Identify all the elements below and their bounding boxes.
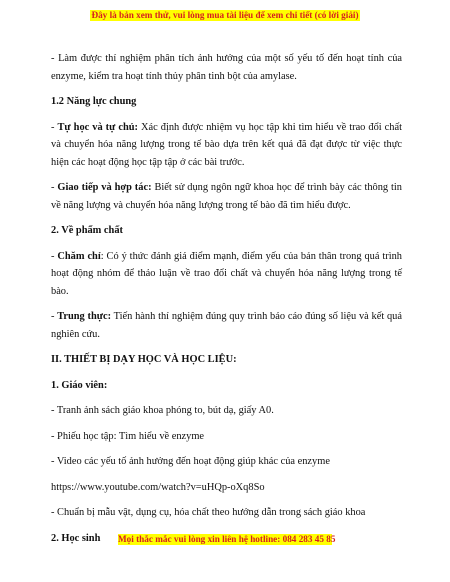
section-heading-equipment: II. THIẾT BỊ DẠY HỌC VÀ HỌC LIỆU:	[51, 354, 237, 365]
competence-item-self-study	[51, 119, 402, 172]
video-link[interactable]: https://www.youtube.com/watch?v=uHQp-oXq8So	[51, 481, 265, 493]
teacher-item-worksheet: - Phiếu học tập: Tìm hiểu về enzyme	[51, 430, 205, 442]
subsection-heading-teacher: 1. Giáo viên:	[51, 379, 108, 391]
item-text: : Có ý thức đánh giá điểm mạnh, điểm yếu của bản thân trong quá trình hoạt động nhóm để thảo luận về trao đổi chất và chuyển hóa năng lượng trong tế bào.	[51, 250, 403, 297]
item-label: Trung thực:	[57, 311, 112, 322]
teacher-item-pictures: - Tranh ảnh sách giáo khoa phóng to, bút dạ, giấy A0.	[51, 405, 274, 416]
teacher-item-materials: - Chuẩn bị mẫu vật, dụng cụ, hóa chất theo hướng dẫn trong sách giáo khoa	[51, 507, 366, 518]
teacher-item-video: - Video các yếu tố ảnh hưởng đến hoạt động giúp khác của enzyme	[51, 456, 330, 467]
item-label: Chăm chỉ	[57, 250, 101, 262]
item-prefix: -	[51, 311, 58, 322]
quality-item-diligence	[51, 248, 402, 301]
item-prefix: -	[51, 121, 58, 133]
intro-paragraph: - Làm được thí nghiệm phân tích ảnh hưởng của một số yếu tố đến hoạt tính của enzyme, kiểm tra hoạt tính thủy phân tinh bột của amylase.	[51, 53, 402, 82]
item-text: Xác định được nhiệm vụ học tập khi tìm hiểu về trao đổi chất và chuyển hóa năng lượng trong tế bào dựa trên kết quả đã đạt được từ việc thực hiện các hoạt động học tập tập ở các bài trước.	[51, 121, 402, 168]
quality-item-honesty	[51, 308, 402, 343]
item-label: Tự học và tự chủ:	[57, 121, 139, 133]
item-label: Giao tiếp và hợp tác:	[57, 182, 152, 193]
preview-banner: Đây là bản xem thử, vui lòng mua tài liệu để xem chi tiết (có lời giải)	[91, 10, 359, 20]
subsection-heading-student: 2. Học sinh	[51, 532, 101, 544]
item-text: Tiến hành thí nghiệm đúng quy trình báo cáo đúng số liệu và kết quả nghiên cứu.	[51, 311, 402, 340]
item-prefix: -	[51, 250, 58, 262]
competence-item-communication	[51, 179, 402, 214]
section-heading-general-competence: 1.2 Năng lực chung	[51, 96, 137, 107]
item-prefix: -	[51, 182, 58, 193]
item-text: Biết sử dụng ngôn ngữ khoa học để trình bày các thông tin về năng lượng và chuyển hóa năng lượng trong tế bào đã tìm hiểu được.	[51, 182, 403, 211]
section-heading-qualities: 2. Về phẩm chất	[51, 225, 123, 236]
hotline-banner: Mọi thắc mắc vui lòng xin liên hệ hotline: 084 283 45 85	[118, 534, 336, 544]
document-body	[51, 50, 402, 555]
